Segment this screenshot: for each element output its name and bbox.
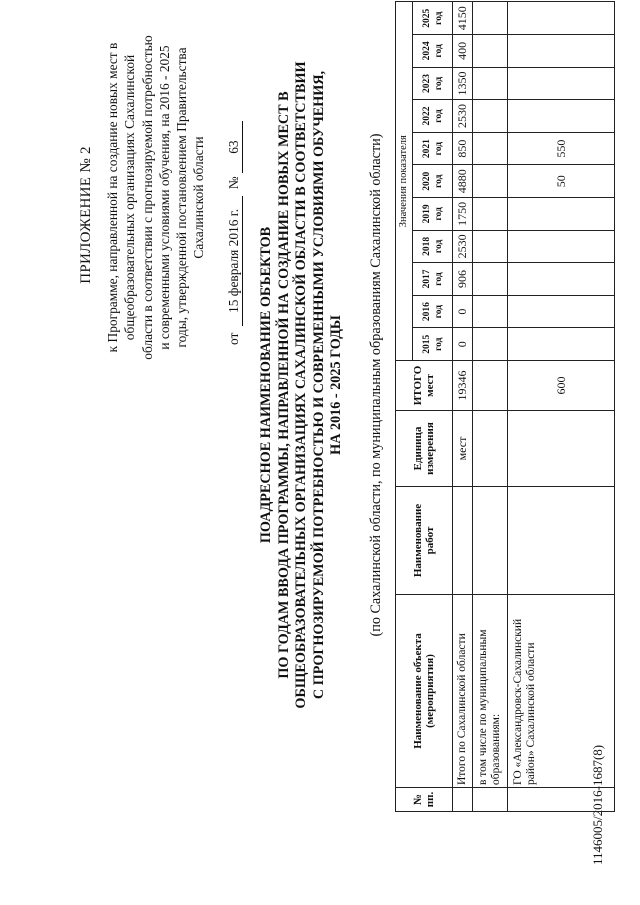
header-year: 2022 год bbox=[413, 100, 453, 133]
row-num bbox=[508, 788, 615, 812]
row-value bbox=[508, 2, 615, 35]
row-value bbox=[508, 35, 615, 68]
row-value bbox=[473, 328, 508, 361]
row-value bbox=[508, 230, 615, 263]
row-value: 550 bbox=[508, 132, 615, 165]
row-value bbox=[473, 198, 508, 231]
title-line: С ПРОГНОЗИРУЕМОЙ ПОТРЕБНОСТЬЮ И СОВРЕМЕННЫМИ УСЛОВИЯМИ ОБУЧЕНИЯ, bbox=[310, 70, 327, 700]
row-value bbox=[473, 132, 508, 165]
row-value: 400 bbox=[453, 35, 473, 68]
header-year: 2015 год bbox=[413, 328, 453, 361]
header-total: ИТОГО мест bbox=[396, 361, 453, 411]
row-total: 600 bbox=[508, 361, 615, 411]
row-works bbox=[453, 487, 473, 595]
row-value: 4880 bbox=[453, 165, 473, 198]
row-object: в том числе по муниципальным образованиям: bbox=[473, 595, 508, 788]
document-subtitle: (по Сахалинской области, по муниципальным образованиям Сахалинской области) bbox=[368, 133, 384, 637]
document-title bbox=[258, 45, 346, 725]
header-works: Наименование работ bbox=[396, 487, 453, 595]
table-row bbox=[473, 2, 508, 812]
row-total: 19346 bbox=[453, 361, 473, 411]
row-value bbox=[508, 198, 615, 231]
row-works bbox=[473, 487, 508, 595]
places-table bbox=[395, 1, 615, 812]
row-num bbox=[453, 788, 473, 812]
row-unit bbox=[508, 411, 615, 487]
row-num bbox=[473, 788, 508, 812]
row-total bbox=[473, 361, 508, 411]
number-value: 63 bbox=[226, 121, 243, 173]
row-value bbox=[473, 165, 508, 198]
header-object: Наименование объекта (мероприятия) bbox=[396, 595, 453, 788]
row-unit bbox=[473, 411, 508, 487]
table-row bbox=[508, 2, 615, 812]
row-value bbox=[508, 263, 615, 296]
row-value bbox=[473, 35, 508, 68]
header-year: 2016 год bbox=[413, 295, 453, 328]
header-num: № пп. bbox=[396, 788, 453, 812]
header-year: 2021 год bbox=[413, 132, 453, 165]
row-object: Итого по Сахалинской области bbox=[453, 595, 473, 788]
row-value bbox=[473, 263, 508, 296]
row-works bbox=[508, 487, 615, 595]
row-value: 1750 bbox=[453, 198, 473, 231]
header-year: 2019 год bbox=[413, 198, 453, 231]
header-year: 2024 год bbox=[413, 35, 453, 68]
row-value: 2530 bbox=[453, 230, 473, 263]
row-value: 1350 bbox=[453, 67, 473, 100]
date-prefix: от bbox=[226, 332, 241, 345]
row-value bbox=[508, 100, 615, 133]
row-value bbox=[508, 328, 615, 361]
row-value bbox=[473, 2, 508, 35]
appendix-date-line bbox=[226, 55, 243, 345]
appendix-text: к Программе, направленной на создание новых мест в общеобразовательных организациях Сахалинской области в соответствии с прогнозируемой потребностью и современными условиями обучения, на 2016 - 2025 годы, утвержденной постановлением Правительства Сахалинской области bbox=[105, 35, 207, 360]
row-value: 906 bbox=[453, 263, 473, 296]
row-value: 0 bbox=[453, 295, 473, 328]
header-year: 2017 год bbox=[413, 263, 453, 296]
row-unit: мест bbox=[453, 411, 473, 487]
table-row bbox=[453, 2, 473, 812]
row-value bbox=[473, 100, 508, 133]
row-value bbox=[508, 295, 615, 328]
date-value: 15 февраля 2016 г. bbox=[226, 196, 243, 326]
row-value bbox=[473, 295, 508, 328]
title-line: ПОАДРЕСНОЕ НАИМЕНОВАНИЕ ОБЪЕКТОВ bbox=[258, 226, 274, 544]
appendix-title: ПРИЛОЖЕНИЕ № 2 bbox=[78, 146, 94, 284]
row-value bbox=[508, 67, 615, 100]
header-year: 2020 год bbox=[413, 165, 453, 198]
header-year: 2025 год bbox=[413, 2, 453, 35]
title-line: ПО ГОДАМ ВВОДА ПРОГРАММЫ, НАПРАВЛЕННОЙ НА СОЗДАНИЕ НОВЫХ МЕСТ В bbox=[275, 91, 292, 679]
header-group: Значения показателя bbox=[396, 2, 413, 361]
row-object: ГО «Александровск-Сахалинский район» Сахалинской области bbox=[508, 595, 615, 788]
title-line: НА 2016 - 2025 ГОДЫ bbox=[328, 315, 345, 455]
row-value bbox=[473, 67, 508, 100]
header-year: 2023 год bbox=[413, 67, 453, 100]
number-prefix: № bbox=[226, 176, 241, 190]
header-unit: Единица измерения bbox=[396, 411, 453, 487]
footer-code: 1146005/2016-1687(8) bbox=[590, 744, 605, 865]
row-value: 4150 bbox=[453, 2, 473, 35]
title-line: ОБЩЕОБРАЗОВАТЕЛЬНЫХ ОРГАНИЗАЦИЯХ САХАЛИНСКОЙ ОБЛАСТИ В СООТВЕТСТВИИ bbox=[293, 61, 310, 709]
header-year: 2018 год bbox=[413, 230, 453, 263]
row-value bbox=[473, 230, 508, 263]
row-value: 2530 bbox=[453, 100, 473, 133]
row-value: 850 bbox=[453, 132, 473, 165]
row-value: 50 bbox=[508, 165, 615, 198]
row-value: 0 bbox=[453, 328, 473, 361]
